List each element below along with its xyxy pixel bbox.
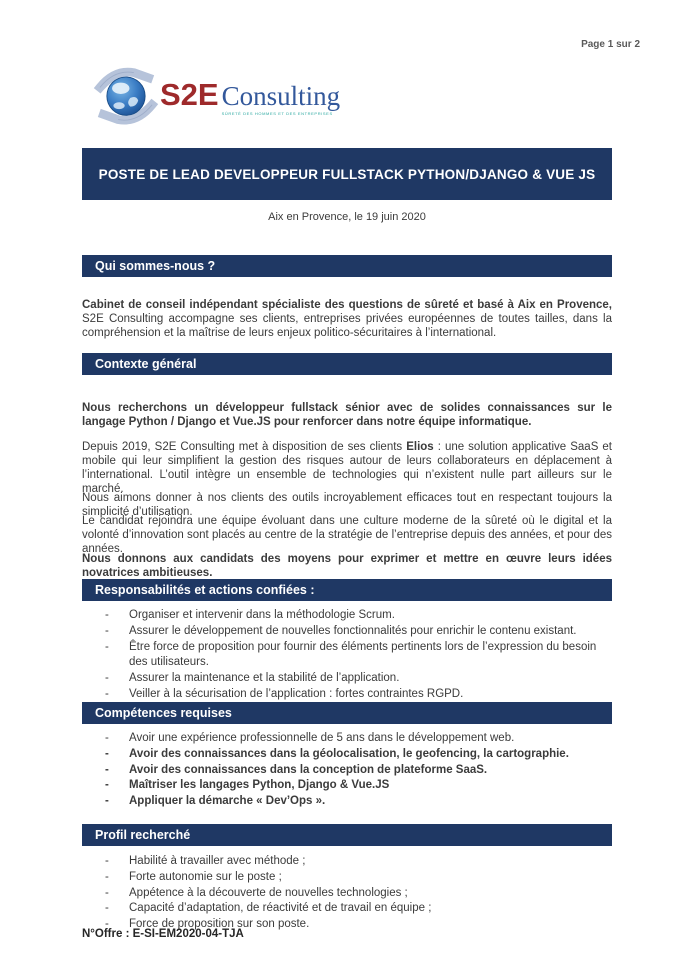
paragraph-rest: S2E Consulting accompagne ses clients, entreprises privées européennes de toutes tailles, dans la compréhension et la maîtrise de leurs enjeux politico-sécuritaires à l’international.	[82, 312, 612, 339]
list-item-text: Appétence à la découverte de nouvelles technologies ;	[129, 886, 408, 899]
list-item	[82, 870, 612, 886]
list-item	[82, 640, 612, 672]
list-item-text: Organiser et intervenir dans la méthodologie Scrum.	[129, 609, 395, 621]
dateline: Aix en Provence, le 19 juin 2020	[268, 211, 426, 223]
page-number: Page 1 sur 2	[581, 39, 640, 50]
paragraph-lead-bold: Cabinet de conseil indépendant spécialiste des questions de sûreté et basé à Aix en Provence,	[82, 298, 612, 311]
section-heading-profil: Profil recherché	[82, 824, 612, 846]
section-heading-contexte-general: Contexte général	[82, 353, 612, 375]
dash-bullet: -	[105, 624, 109, 637]
list-item	[82, 763, 612, 779]
list-item	[82, 687, 612, 703]
list-item	[82, 886, 612, 902]
paragraph-pre: Depuis 2019, S2E Consulting met à disposition de ses clients	[82, 440, 407, 453]
dash-bullet: -	[105, 779, 109, 792]
section-heading-competences: Compétences requises	[82, 702, 612, 724]
dash-bullet: -	[105, 886, 109, 899]
paragraph-contexte-4: Le candidat rejoindra une équipe évoluant dans une culture moderne de la sûreté où le digital et la volonté d’innovation sont placés au centre de la stratégie de l’entreprise depuis des années, et pour des années.	[82, 514, 612, 555]
dash-bullet: -	[105, 609, 109, 621]
list-item-text: Avoir des connaissances dans la géolocalisation, le geofencing, la cartographie.	[129, 747, 569, 760]
list-item-text: Assurer le développement de nouvelles fonctionnalités pour enrichir le contenu existant.	[129, 624, 577, 637]
offer-number: N°Offre : E-SI-EM2020-04-TJA	[82, 928, 244, 940]
globe-hands-icon	[86, 64, 166, 130]
job-title-banner: POSTE DE LEAD DEVELOPPEUR FULLSTACK PYTHON/DJANGO & VUE JS	[82, 148, 612, 200]
list-item-text: Habilité à travailler avec méthode ;	[129, 855, 306, 867]
dash-bullet: -	[105, 918, 109, 931]
list-item-text: Maîtriser les langages Python, Django & Vue.JS	[129, 779, 390, 792]
company-logo	[86, 64, 340, 130]
logo-tagline: SÛRETÉ DES HOMMES ET DES ENTREPRISES	[221, 110, 333, 116]
list-item	[82, 854, 612, 870]
list-item-text: Forte autonomie sur le poste ;	[129, 870, 282, 883]
section-heading-qui-sommes-nous: Qui sommes-nous ?	[82, 255, 612, 277]
competences-list	[82, 731, 612, 810]
list-item	[82, 901, 612, 917]
dash-bullet: -	[105, 795, 109, 808]
responsabilites-list	[82, 608, 612, 703]
dash-bullet: -	[105, 687, 109, 700]
profil-list	[82, 854, 612, 933]
dash-bullet: -	[105, 747, 109, 760]
logo-brand-text: S2E	[160, 76, 219, 112]
paragraph-contexte-5: Nous donnons aux candidats des moyens pour exprimer et mettre en œuvre leurs idées novatrices ambitieuses.	[82, 552, 612, 579]
dash-bullet: -	[105, 640, 109, 653]
list-item-text: Avoir une expérience professionnelle de 5 ans dans le développement web.	[129, 732, 515, 744]
dash-bullet: -	[105, 672, 109, 685]
list-item	[82, 624, 612, 640]
dash-bullet: -	[105, 763, 109, 776]
list-item	[82, 794, 612, 810]
paragraph-qui-sommes-nous	[82, 298, 612, 340]
list-item	[82, 747, 612, 763]
logo-wordmark	[160, 76, 341, 116]
dash-bullet: -	[105, 870, 109, 883]
list-item	[82, 671, 612, 687]
list-item-text: Avoir des connaissances dans la conception de plateforme SaaS.	[129, 763, 488, 776]
list-item-text: Capacité d’adaptation, de réactivité et de travail en équipe ;	[129, 902, 432, 915]
paragraph-post: : une solution applicative SaaS et mobile qui leur simplifient la gestion des risques autour de leurs collaborateurs en déplacement à l’international. L’outil intègre un ensemble de technologies qui n’existent nulle part ailleurs sur le marché.	[82, 440, 612, 495]
list-item-text: Force de proposition sur son poste.	[129, 918, 310, 931]
logo-consulting-text: Consulting	[221, 80, 341, 111]
paragraph-contexte-3: Nous aimons donner à nos clients des outils incroyablement efficaces tout en respectant toujours la simplicité d’utilisation.	[82, 491, 612, 518]
list-item-text: Être force de proposition pour fournir des éléments pertinents lors de l’expression du besoin des utilisateurs.	[129, 640, 597, 669]
paragraph-contexte-1: Nous recherchons un développeur fullstack sénior avec de solides connaissances sur le langage Python / Django et Vue.JS pour renforcer dans notre équipe informatique.	[82, 401, 612, 428]
paragraph-contexte-2	[82, 440, 612, 496]
list-item	[82, 608, 612, 624]
list-item-text: Assurer la maintenance et la stabilité de l’application.	[129, 672, 400, 685]
list-item-text: Appliquer la démarche « Dev’Ops ».	[129, 795, 326, 808]
section-heading-responsabilites: Responsabilités et actions confiées :	[82, 579, 612, 601]
dash-bullet: -	[105, 855, 109, 867]
list-item-text: Veiller à la sécurisation de l’application : fortes contraintes RGPD.	[129, 687, 464, 700]
product-name: Elios	[406, 440, 434, 453]
list-item	[82, 731, 612, 747]
list-item	[82, 778, 612, 794]
dash-bullet: -	[105, 732, 109, 744]
dash-bullet: -	[105, 902, 109, 915]
